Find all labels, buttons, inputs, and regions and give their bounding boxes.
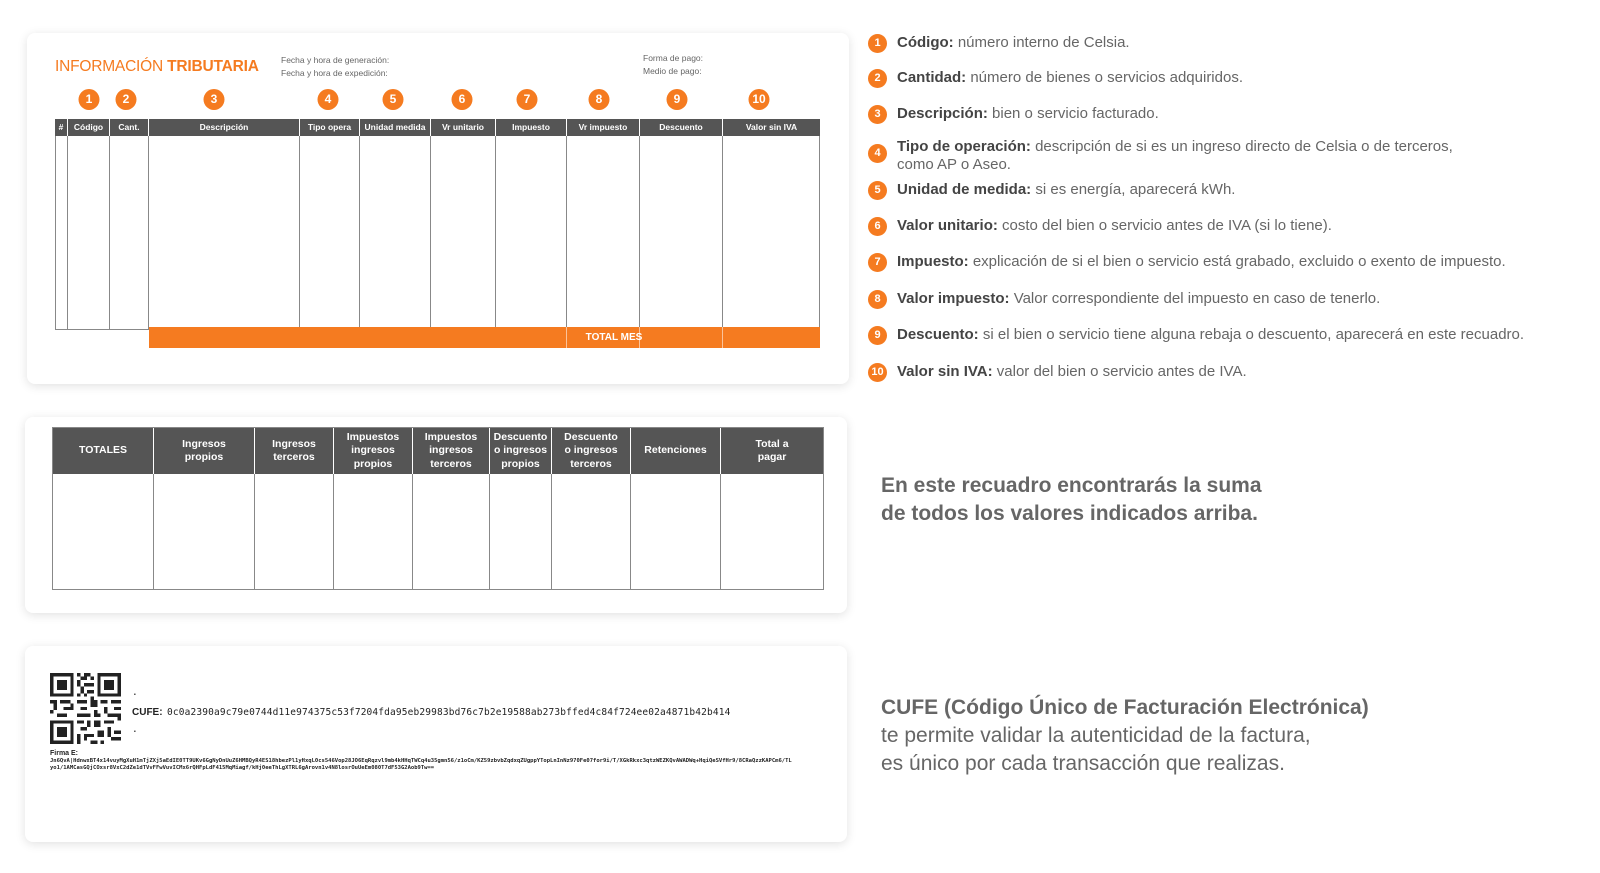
- header-line: ingresos: [351, 444, 395, 457]
- legend-term: Código:: [897, 34, 954, 51]
- legend-badge: 4: [868, 144, 887, 163]
- column-badge: 1: [79, 89, 100, 110]
- legend-desc: descripción de si es un ingreso directo de Celsia o de terceros,: [1035, 138, 1453, 155]
- payment-labels: [643, 52, 703, 78]
- legend-term: Descuento:: [897, 326, 979, 343]
- firma-label: Firma E:: [50, 750, 79, 757]
- column-badge: 9: [667, 89, 688, 110]
- col-header-tipo-opera: Tipo opera: [300, 119, 359, 136]
- date-labels: [281, 54, 389, 80]
- header-line: Impuestos: [346, 430, 400, 443]
- legend-desc: valor del bien o servicio antes de IVA.: [996, 363, 1247, 380]
- column-line: [819, 136, 820, 327]
- totals-header-ingresos-terceros: [255, 428, 333, 474]
- header-line: Ingresos: [272, 437, 316, 450]
- col-header-valor-sin-iva: Valor sin IVA: [723, 119, 820, 136]
- cufe-card: [25, 646, 847, 842]
- column-line: [412, 474, 413, 590]
- column-badge: 3: [204, 89, 225, 110]
- column-line: [566, 136, 567, 327]
- header-line: TOTALES: [78, 444, 128, 457]
- header-line: terceros: [273, 451, 315, 463]
- legend-term: Impuesto:: [897, 253, 969, 270]
- column-line: [359, 136, 360, 327]
- legend-badge: 8: [868, 290, 887, 309]
- totals-header-ingresos-propios: [154, 428, 254, 474]
- header-line: propios: [353, 457, 393, 470]
- col-header-unidad-medida: Unidad medida: [360, 119, 430, 136]
- col-header-number: #: [55, 119, 67, 136]
- tax-info-card: [27, 33, 849, 384]
- col-header-descripcion: Descripción: [149, 119, 299, 136]
- legend-desc: si es energía, aparecerá kWh.: [1035, 181, 1236, 198]
- legend-desc: explicación de si el bien o servicio está grabado, excluido o exento de impuesto.: [972, 253, 1506, 270]
- header-line: propios: [501, 457, 540, 470]
- payment-method-label: Medio de pago:: [643, 66, 702, 76]
- totals-header-descuento-terceros: [552, 428, 630, 474]
- header-line: ingresos: [429, 444, 473, 457]
- header-line: terceros: [430, 457, 472, 470]
- totals-explanation-line: En este recuadro encontrarás la suma: [881, 474, 1262, 497]
- totals-explanation-line: de todos los valores indicados arriba.: [881, 502, 1258, 525]
- cufe-explanation-title: CUFE (Código Único de Facturación Electrónica): [881, 696, 1369, 719]
- col-header-cantidad: Cant.: [110, 119, 148, 136]
- totals-header-totales: [53, 428, 153, 474]
- col-header-codigo: Código: [68, 119, 109, 136]
- column-line: [430, 136, 431, 327]
- legend-desc: Valor correspondiente del impuesto en caso de tenerlo.: [1013, 290, 1381, 307]
- legend-badge: 3: [868, 105, 887, 124]
- legend-badge: 7: [868, 253, 887, 272]
- cufe-dot-top: .: [132, 687, 138, 698]
- header-line: Impuestos: [424, 430, 478, 443]
- col-header-vr-impuesto: Vr impuesto: [567, 119, 639, 136]
- column-line: [55, 136, 56, 330]
- legend-badge: 1: [868, 34, 887, 53]
- column-line: [722, 136, 723, 327]
- legend-term: Valor unitario:: [897, 217, 998, 234]
- detail-table: [55, 119, 820, 347]
- legend-badge: 5: [868, 181, 887, 200]
- legend-badge: 6: [868, 217, 887, 236]
- legend-badge: 10: [868, 363, 887, 382]
- cufe-explanation-line: te permite validar la autenticidad de la factura,: [881, 724, 1311, 747]
- column-line: [333, 474, 334, 590]
- totals-table: [52, 427, 824, 590]
- legend-desc: número interno de Celsia.: [957, 34, 1130, 51]
- header-line: o ingresos: [564, 444, 618, 457]
- legend-term: Unidad de medida:: [897, 181, 1032, 198]
- totals-card: [25, 417, 847, 613]
- column-line: [254, 474, 255, 590]
- column-line: [299, 136, 300, 327]
- legend-term: Tipo de operación:: [897, 138, 1031, 155]
- header-line: pagar: [757, 451, 787, 463]
- column-line: [720, 474, 721, 590]
- column-line: [67, 136, 68, 330]
- column-badge: 7: [517, 89, 538, 110]
- column-line: [153, 474, 154, 590]
- cufe-dot-bottom: .: [132, 724, 138, 735]
- total-month-bar: [149, 327, 820, 348]
- col-header-vr-unitario: Vr unitario: [431, 119, 495, 136]
- column-badge: 10: [749, 89, 770, 110]
- column-line: [639, 136, 640, 327]
- totals-header-descuento-propios: [490, 428, 551, 474]
- tax-info-title: [55, 58, 259, 76]
- legend-desc: bien o servicio facturado.: [992, 105, 1159, 122]
- column-badge: 8: [589, 89, 610, 110]
- generation-date-label: Fecha y hora de generación:: [281, 55, 390, 65]
- header-line: Descuento: [493, 430, 548, 443]
- column-line: [495, 136, 496, 327]
- firma-value: Jn6QvA|HdnwxBT4x14vuyMgXuH1mTjZXj5aEdIE0TT9UKv6GgNyDnUuZ6HMBQyR4ES18hbezPl1yHxqL0cs546Vop28JO6EqRqzvl9mb4kHHqTWCq4u35gmn56/z1oCm/KZ59zbvbZqdxqZUgppYTopLnInNz970Fe07for9i/T/XGkRkxc3qtzWEZKQvAWADWq+HqiQeSVfHr9/8CRaQzzKAPCm6/TLyo1/1AMCasGQjCOxsr8VxC2dZe1dTVvFFwVuvICMx6rQHFpLdF415MqMiagf/kHj0eeThLgXTRL6gArovn1v4N8losrOuUeEm080T7dF53G2Aob9Tw==: [50, 758, 792, 771]
- total-month-label: TOTAL MES: [585, 332, 643, 343]
- column-badge: 2: [116, 89, 137, 110]
- totals-header-impuestos-propios: [334, 428, 412, 474]
- column-badge: 5: [383, 89, 404, 110]
- legend-badge: 2: [868, 69, 887, 88]
- tax-info-title-bold: TRIBUTARIA: [167, 58, 259, 75]
- legend-desc: si el bien o servicio tiene alguna rebaja o descuento, aparecerá en este recuadro.: [982, 326, 1525, 343]
- header-line: propios: [184, 451, 224, 463]
- legend-badge: 9: [868, 326, 887, 345]
- header-line: terceros: [570, 457, 612, 470]
- totals-explanation: [881, 472, 1262, 528]
- total-separator: [722, 327, 723, 348]
- cufe-value: 0c0a2390a9c79e0744d11e974375c53f7204fda95eb29983bd76c7b2e19588ab273bffed4c84f724ee02a4871b42b414: [167, 707, 731, 718]
- column-line: [551, 474, 552, 590]
- legend-term: Descripción:: [897, 105, 988, 122]
- legend-desc-2: como AP o Aseo.: [897, 156, 1011, 173]
- table-bottom-line: [55, 329, 149, 330]
- header-line: o ingresos: [493, 444, 548, 457]
- totals-header-impuestos-terceros: [413, 428, 489, 474]
- payment-form-label: Forma de pago:: [643, 53, 704, 63]
- column-line: [489, 474, 490, 590]
- column-line: [109, 136, 110, 330]
- expedition-date-label: Fecha y hora de expedición:: [281, 68, 388, 78]
- header-line: Descuento: [564, 430, 618, 443]
- header-line: Ingresos: [182, 437, 226, 450]
- col-header-impuesto: Impuesto: [496, 119, 566, 136]
- legend-desc: número de bienes o servicios adquiridos.: [970, 69, 1243, 86]
- header-line: Total a: [755, 437, 789, 450]
- cufe-explanation: [881, 694, 1369, 778]
- totals-header-total-pagar: [721, 428, 823, 474]
- qr-code-icon: [50, 673, 121, 744]
- header-line: Retenciones: [644, 444, 707, 457]
- legend-desc: costo del bien o servicio antes de IVA (si lo tiene).: [1002, 217, 1332, 234]
- totals-header-retenciones: [631, 428, 720, 474]
- column-line: [148, 136, 149, 330]
- cufe-label: CUFE:: [132, 707, 163, 718]
- legend-term: Valor sin IVA:: [897, 363, 993, 380]
- legend-term: Valor impuesto:: [897, 290, 1010, 307]
- legend-term: Cantidad:: [897, 69, 967, 86]
- col-header-descuento: Descuento: [640, 119, 722, 136]
- tax-info-title-light: INFORMACIÓN: [55, 58, 164, 75]
- column-badge: 6: [452, 89, 473, 110]
- cufe-explanation-line: es único por cada transacción que realizas.: [881, 752, 1285, 775]
- column-badge: 4: [318, 89, 339, 110]
- column-line: [630, 474, 631, 590]
